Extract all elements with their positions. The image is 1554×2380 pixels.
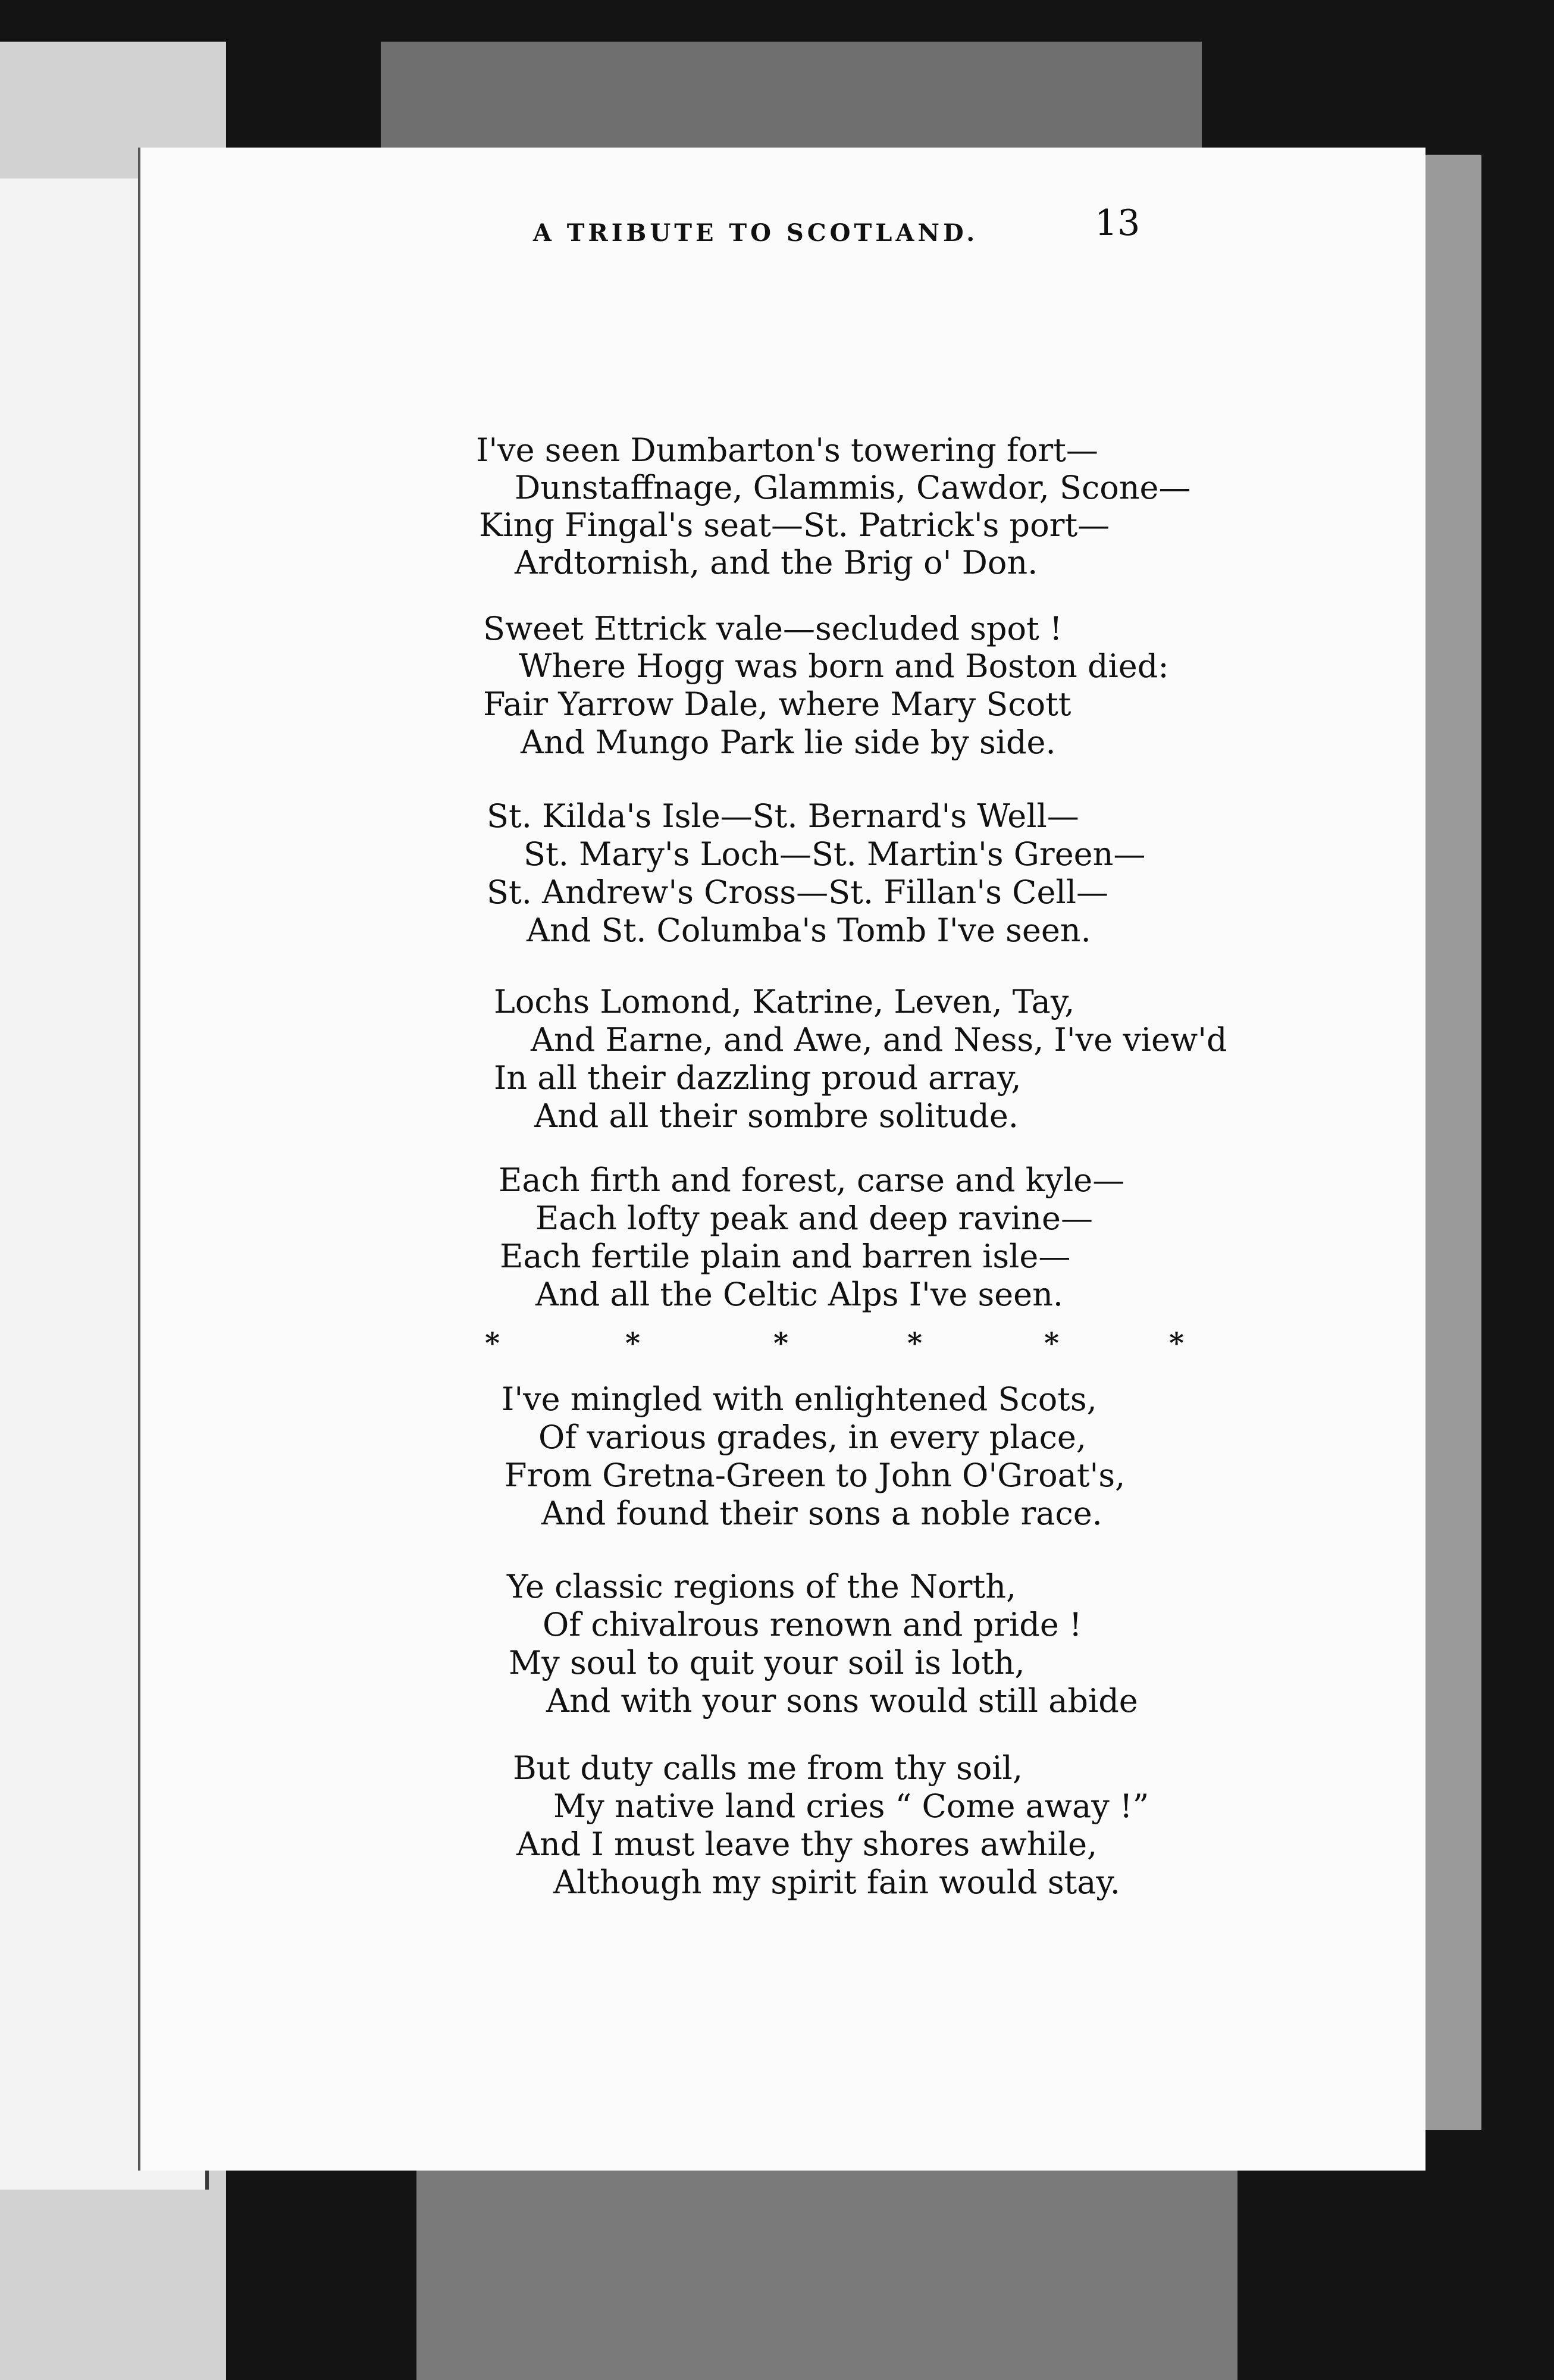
separator-asterisk: * — [1169, 1327, 1185, 1360]
verse-line: But duty calls me from thy soil, — [513, 1749, 1023, 1787]
verse-line: And all their sombre solitude. — [534, 1097, 1019, 1135]
verse-line: And Mungo Park lie side by side. — [521, 724, 1056, 761]
verse-line: Ardtornish, and the Brig o' Don. — [515, 544, 1038, 581]
separator-asterisk: * — [773, 1327, 789, 1360]
verse-line: Where Hogg was born and Boston died: — [519, 647, 1169, 685]
separator-asterisk: * — [625, 1327, 641, 1360]
verse-line: I've seen Dumbarton's towering fort— — [476, 431, 1098, 469]
page-edge-shadow — [1416, 155, 1481, 2130]
verse-line: In all their dazzling proud array, — [494, 1059, 1022, 1097]
verse-line: St. Kilda's Isle—St. Bernard's Well— — [487, 797, 1079, 835]
verse-line: From Gretna-Green to John O'Groat's, — [505, 1457, 1126, 1494]
verse-line: Of various grades, in every place, — [538, 1418, 1087, 1456]
verse-line: My native land cries “ Come away !” — [553, 1787, 1149, 1825]
verse-line: I've mingled with enlightened Scots, — [502, 1380, 1097, 1418]
verse-line: And I must leave thy shores awhile, — [516, 1825, 1098, 1863]
separator-asterisk: * — [485, 1327, 500, 1360]
verse-line: King Fingal's seat—St. Patrick's port— — [479, 506, 1110, 544]
verse-line: Although my spirit fain would stay. — [553, 1864, 1120, 1901]
verse-line: Lochs Lomond, Katrine, Leven, Tay, — [494, 983, 1075, 1020]
separator-asterisk: * — [907, 1327, 923, 1360]
verse-line: Dunstaffnage, Glammis, Cawdor, Scone— — [515, 469, 1191, 506]
verse-line: St. Mary's Loch—St. Martin's Green— — [524, 835, 1146, 873]
verse-line: And Earne, and Awe, and Ness, I've view'd — [531, 1021, 1227, 1059]
page-number: 13 — [1095, 202, 1141, 244]
verse-line: St. Andrew's Cross—St. Fillan's Cell— — [487, 873, 1108, 911]
verse-line: Sweet Ettrick vale—secluded spot ! — [483, 610, 1063, 647]
verse-line: Each fertile plain and barren isle— — [500, 1238, 1071, 1275]
verse-line: Fair Yarrow Dale, where Mary Scott — [483, 685, 1071, 723]
verse-line: Each firth and forest, carse and kyle— — [499, 1161, 1125, 1199]
verse-line: And with your sons would still abide — [546, 1682, 1138, 1720]
background-board-bottom — [416, 2154, 1237, 2380]
verse-line: And all the Celtic Alps I've seen. — [535, 1276, 1064, 1313]
verse-line: Of chivalrous renown and pride ! — [543, 1606, 1082, 1643]
verse-line: And found their sons a noble race. — [541, 1495, 1102, 1532]
verse-line: And St. Columba's Tomb I've seen. — [527, 912, 1091, 949]
section-separator — [485, 1327, 1205, 1363]
separator-asterisk: * — [1044, 1327, 1060, 1360]
verse-line: Ye classic regions of the North, — [507, 1568, 1017, 1605]
verse-line: Each lofty peak and deep ravine— — [535, 1200, 1093, 1237]
running-title: A TRIBUTE TO SCOTLAND. — [532, 219, 979, 247]
verse-line: My soul to quit your soil is loth, — [509, 1644, 1025, 1681]
